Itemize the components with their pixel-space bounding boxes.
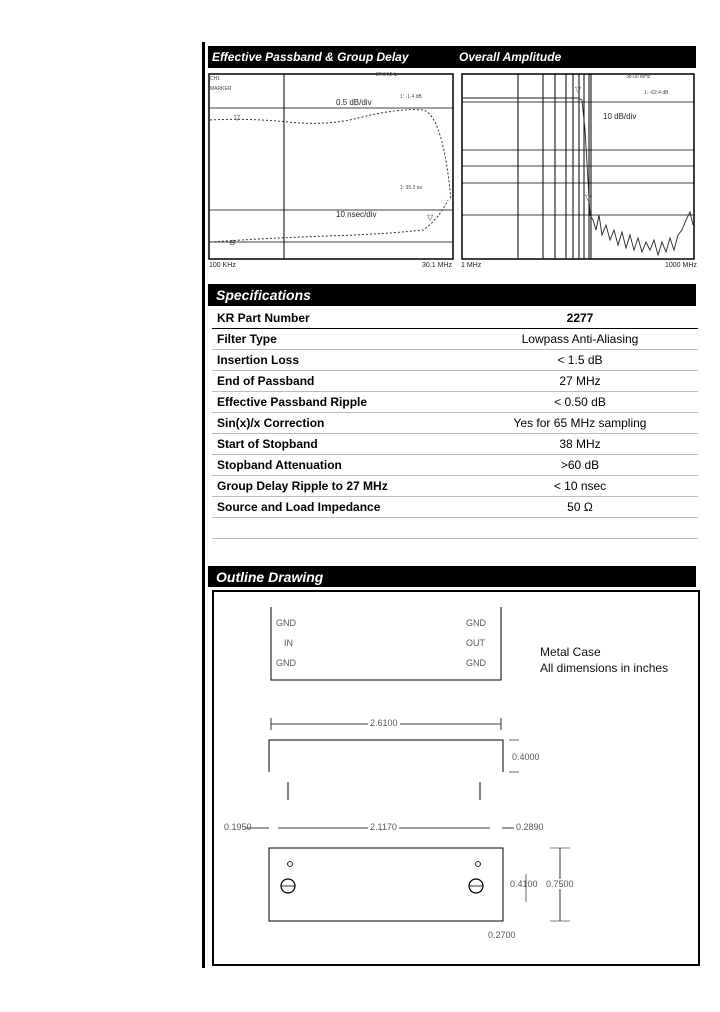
spec-label: Stopband Attenuation bbox=[217, 458, 342, 472]
spec-value: >60 dB bbox=[560, 458, 600, 472]
amplitude-graph-title: Overall Amplitude bbox=[459, 50, 562, 64]
pin-right-2: OUT bbox=[466, 638, 485, 648]
spec-value: 38 MHz bbox=[559, 437, 601, 451]
amplitude-x-end: 1000 MHz bbox=[665, 262, 697, 269]
spec-value: < 0.50 dB bbox=[554, 395, 606, 409]
spec-label: End of Passband bbox=[217, 374, 315, 388]
spec-row bbox=[212, 329, 698, 350]
spec-row bbox=[212, 350, 698, 371]
spec-row bbox=[212, 455, 698, 476]
pin-left-1: GND bbox=[276, 618, 296, 628]
spec-row bbox=[212, 476, 698, 497]
spec-label: Filter Type bbox=[217, 332, 277, 346]
spec-header-value: 2277 bbox=[566, 311, 594, 325]
dim-pin-row: 0.4100 bbox=[510, 879, 538, 889]
spec-value: < 10 nsec bbox=[553, 479, 607, 493]
spec-value: 27 MHz bbox=[559, 374, 601, 388]
spec-blank-row bbox=[212, 518, 698, 539]
pin-left-2: IN bbox=[284, 638, 293, 648]
svg-text:⊖: ⊖ bbox=[229, 238, 236, 247]
dim-width: 0.7500 bbox=[546, 879, 574, 889]
outline-drawing bbox=[212, 590, 700, 966]
note-dimensions: All dimensions in inches bbox=[540, 661, 669, 675]
svg-text:38.00 MHz: 38.00 MHz bbox=[626, 74, 651, 80]
spec-value: < 1.5 dB bbox=[557, 353, 603, 367]
amplitude-graph bbox=[458, 70, 696, 268]
dim-left-offset: 0.1950 bbox=[224, 822, 252, 832]
note-metal-case: Metal Case bbox=[540, 645, 601, 659]
pin-right-3: GND bbox=[466, 658, 486, 668]
pin-left-3: GND bbox=[276, 658, 296, 668]
spec-header-row bbox=[212, 308, 698, 329]
passband-x-start: 100 KHz bbox=[209, 262, 236, 269]
svg-text:CH1: CH1 bbox=[210, 76, 221, 82]
spec-row bbox=[212, 392, 698, 413]
spec-label: Insertion Loss bbox=[217, 353, 300, 367]
spec-label: Effective Passband Ripple bbox=[217, 395, 368, 409]
dim-bottom: 0.2700 bbox=[488, 930, 516, 940]
spec-row bbox=[212, 434, 698, 455]
specifications-table bbox=[212, 308, 698, 539]
svg-text:27.0 MHz: 27.0 MHz bbox=[376, 72, 398, 78]
spec-row bbox=[212, 413, 698, 434]
dim-pin-span: 2.1170 bbox=[370, 822, 397, 832]
specifications-header: Specifications bbox=[208, 284, 696, 306]
divider-line bbox=[202, 42, 205, 968]
spec-label: Source and Load Impedance bbox=[217, 500, 381, 514]
outline-header: Outline Drawing bbox=[208, 566, 696, 587]
passband-x-end: 30.1 MHz bbox=[422, 262, 452, 269]
svg-text:1: -62.4 dB: 1: -62.4 dB bbox=[644, 90, 669, 96]
amplitude-x-start: 1 MHz bbox=[461, 262, 482, 269]
amplitude-scale-label: 10 dB/div bbox=[603, 112, 637, 121]
spec-value: Lowpass Anti-Aliasing bbox=[521, 332, 639, 346]
passband-scale-label: 0.5 dB/div bbox=[336, 98, 372, 107]
passband-graph-title: Effective Passband & Group Delay bbox=[212, 50, 409, 64]
dim-right-offset: 0.2890 bbox=[516, 822, 544, 832]
svg-text:▽: ▽ bbox=[575, 85, 582, 94]
spec-label: Sin(x)/x Correction bbox=[217, 416, 325, 430]
svg-text:▽: ▽ bbox=[585, 193, 592, 202]
left-column bbox=[0, 0, 200, 1012]
spec-label: Group Delay Ripple to 27 MHz bbox=[217, 479, 388, 493]
svg-text:MARKER: MARKER bbox=[210, 86, 232, 92]
svg-text:1: 35.3 ns: 1: 35.3 ns bbox=[400, 185, 422, 191]
spec-row bbox=[212, 497, 698, 518]
spec-row bbox=[212, 371, 698, 392]
passband-graph bbox=[208, 70, 454, 268]
svg-text:1: -1.4 dB: 1: -1.4 dB bbox=[400, 94, 422, 100]
spec-value: Yes for 65 MHz sampling bbox=[513, 416, 647, 430]
graphs-header bbox=[208, 46, 696, 68]
pin-right-1: GND bbox=[466, 618, 486, 628]
dim-length: 2.6100 bbox=[370, 718, 398, 728]
svg-text:▽: ▽ bbox=[234, 113, 241, 122]
svg-text:▽: ▽ bbox=[427, 213, 434, 222]
spec-value: 50 Ω bbox=[567, 500, 593, 514]
delay-scale-label: 10 nsec/div bbox=[336, 210, 377, 219]
spec-header-label: KR Part Number bbox=[217, 311, 310, 325]
spec-label: Start of Stopband bbox=[217, 437, 318, 451]
dim-height: 0.4000 bbox=[512, 752, 540, 762]
